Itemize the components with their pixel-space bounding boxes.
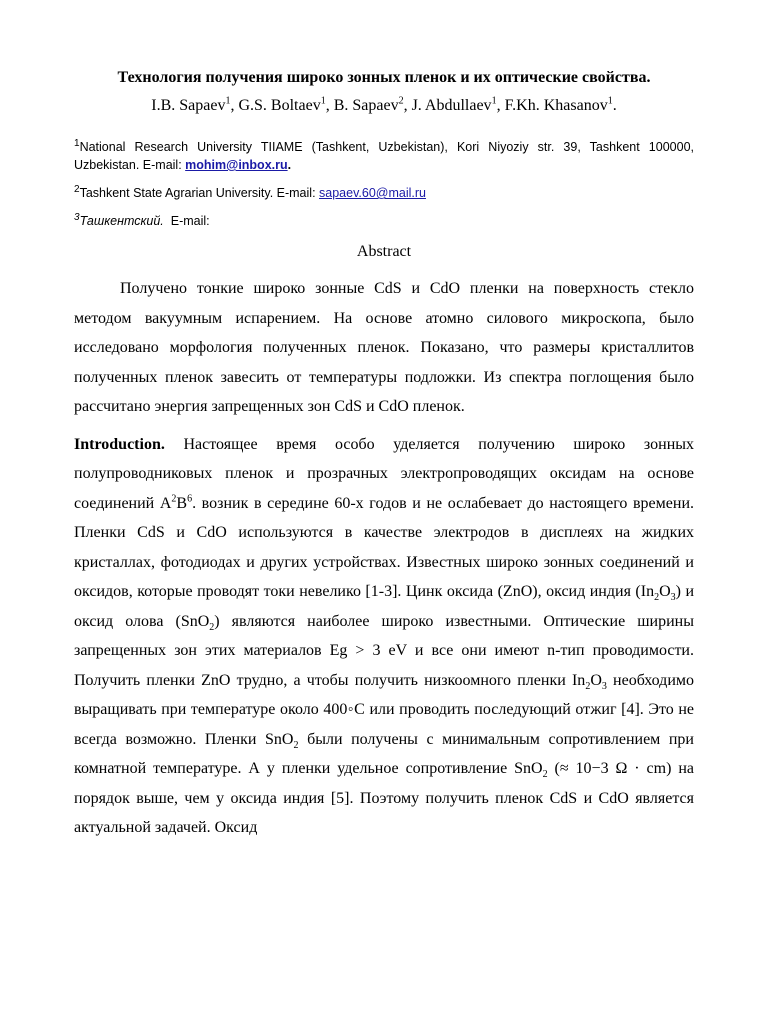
author-affiliation-mark: 2 [398, 95, 404, 107]
introduction-paragraph: Introduction. Настоящее время особо уделяется получению широко зонных полупроводниковых пленок и прозрачных электропроводящих оксидам на основе соединений $A^2B^6$. возник в середине 60-х годов и не ослабевает до настоящего времени. Пленки CdS и CdO используются в качестве электродов в дисплеях на жидких кристаллах, фотодиодах и других устройствах. Известных широко зонных соединений и оксидов, которые проводят токи невелико [1-3]. Цинк оксида (ZnO), оксид индия $(In_2O_3)$ и оксид олова (SnO$_2$) являются наиболее широко известными. Оптические ширины запрещенных зон этих материалов Eg > 3 eV и все они имеют n-тип проводимости. Получить пленки ZnO трудно, а чтобы получить низкоомного пленки $In_2O_3$ необходимо выращивать при температуре около 400◦С или проводить последующий отжиг [4]. Это не всегда возможно. Пленки SnO$_2$ были получены с минимальным сопротивлением при комнатной температуре. А у пленки удельное сопротивление SnO$_2$ (≈ 10−3 Ω · cm) на порядок выше, чем у оксида индия [5]. Поэтому получить пленок CdS и CdO является актуальной задачей. Оксид [74, 435, 695, 836]
affiliation-text: Tashkent State Agrarian University. E-mail: [79, 186, 320, 200]
author-name: B. Sapaev [333, 97, 399, 114]
author-name: J. Abdullaev [411, 97, 492, 114]
author-affiliation-mark: 1 [320, 95, 326, 107]
affiliation-text: National Research University TIIAME (Tashkent, Uzbekistan), Kori Niyoziy str. 39, Tashkent 100000, Uzbekistan. E-mail: [74, 140, 694, 172]
author-name: I.B. Sapaev [151, 97, 226, 114]
email-link[interactable]: mohim@inbox.ru [185, 158, 288, 172]
author-list: I.B. Sapaev$^1$, G.S. Boltaev$^1$, B. Sapaev$^2$, J. Abdullaev$^1$, F.Kh. Khasanov$^1$. [151, 95, 617, 114]
email-link[interactable]: sapaev.60@mail.ru [319, 186, 426, 200]
affiliation-number: 3 [74, 211, 80, 223]
email-label: E-mail: [170, 214, 210, 228]
author-affiliation-mark: 1 [225, 95, 231, 107]
abstract-heading: Abstract [356, 243, 412, 260]
author-name: F.Kh. Khasanov [504, 97, 608, 114]
affiliation-text: Ташкентский. [79, 214, 164, 228]
abstract-text: Получено тонкие широко зонные CdS и CdO пленки на поверхность стекло методом вакуумным испарением. На основе атомно силового микроскопа, было исследовано морфология полученных пленок. Показано, что размеры кристаллитов полученных пленок завесить от температуры подложки. Из спектра поглощения было рассчитано энергия запрещенных зон CdS и CdO пленок. [74, 280, 694, 415]
affiliation-3 [74, 212, 694, 230]
affiliation-number: 1 [74, 137, 80, 149]
author-affiliation-mark: 1 [607, 95, 613, 107]
introduction-label: Introduction. [74, 435, 165, 453]
author-affiliation-mark: 1 [491, 95, 497, 107]
affiliation-2 [74, 184, 694, 202]
affiliation-1: $^1$National Research University TIIAME (Tashkent, Uzbekistan), Kori Niyoziy str. 39, Tashkent 100000, Uzbekistan. E-mail: mohim@inbox.ru. [74, 137, 694, 172]
document-page [74, 62, 694, 851]
author-name: G.S. Boltaev [238, 97, 321, 114]
paper-title: Технология получения широко зонных пленок и их оптические свойства. [117, 69, 651, 86]
affiliation-number: 2 [74, 183, 80, 195]
